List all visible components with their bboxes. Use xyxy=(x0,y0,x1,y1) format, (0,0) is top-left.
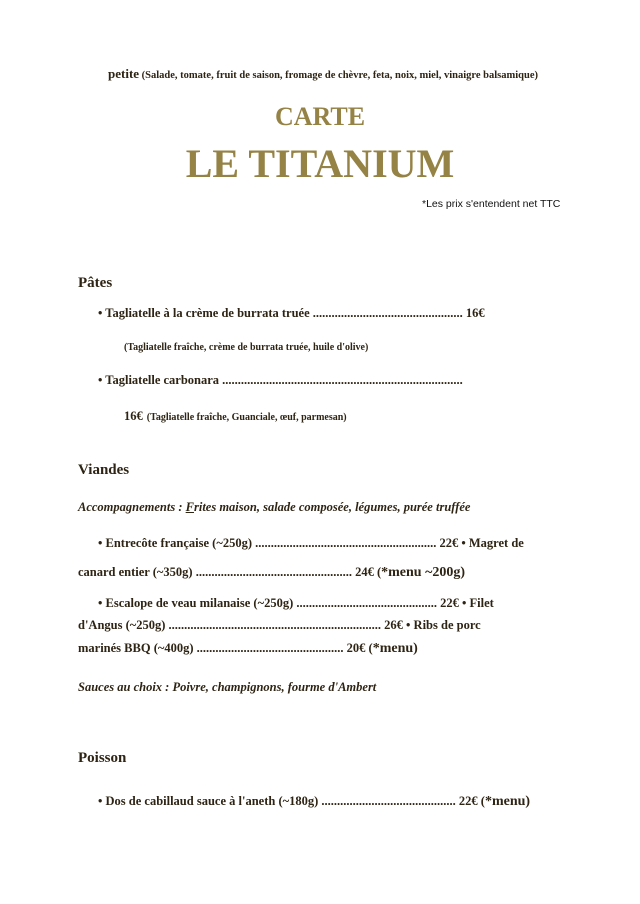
price-note: *Les prix s'entendent net TTC xyxy=(422,198,561,210)
menu-line xyxy=(78,565,465,581)
accompaniments-label: Accompagnements : xyxy=(78,500,186,514)
menu-line-text: canard entier (~350g) .................................................. 24€ ( xyxy=(78,565,382,579)
menu-tag: *menu ~200g) xyxy=(381,565,466,580)
menu-item: • Tagliatelle carbonara ............................................................................. xyxy=(98,373,463,387)
menu-item: • Tagliatelle à la crème de burrata truée ................................................ 16€ xyxy=(98,306,485,320)
menu-line-text: • Dos de cabillaud sauce à l'aneth (~180g) ........................................... 22€ ( xyxy=(98,794,485,808)
page-subtitle: CARTE xyxy=(274,102,366,131)
page-title: LE TITANIUM xyxy=(185,141,455,186)
accompaniments xyxy=(78,500,470,515)
menu-line xyxy=(78,641,418,657)
section-heading-viandes: Viandes xyxy=(78,462,130,478)
menu-item-description: (Tagliatelle fraîche, Guanciale, œuf, parmesan) xyxy=(146,412,347,423)
menu-item-detail xyxy=(124,407,347,425)
intro-word: petite xyxy=(108,66,140,81)
menu-tag: *menu) xyxy=(484,794,531,809)
sauces: Sauces au choix : Poivre, champignons, fourme d'Ambert xyxy=(78,680,377,694)
accompaniments-list: rites maison, salade composée, légumes, purée truffée xyxy=(193,500,471,514)
menu-line-text: marinés BBQ (~400g) ............................................... 20€ ( xyxy=(78,641,373,655)
section-heading-poisson: Poisson xyxy=(78,750,127,766)
accompaniments-first-letter: F xyxy=(185,500,194,514)
menu-line xyxy=(98,794,530,810)
intro-detail: (Salade, tomate, fruit de saison, fromage de chèvre, feta, noix, miel, vinaigre balsamique) xyxy=(141,70,539,81)
menu-item-description: (Tagliatelle fraîche, crème de burrata truée, huile d'olive) xyxy=(124,342,369,353)
menu-line: d'Angus (~250g) .................................................................... 26€ • Ribs de porc xyxy=(78,618,481,632)
intro-line xyxy=(108,66,538,82)
section-heading-pates: Pâtes xyxy=(78,275,113,291)
menu-tag: *menu) xyxy=(372,641,418,656)
menu-line: • Escalope de veau milanaise (~250g) ............................................. 22€ • Filet xyxy=(98,596,494,610)
menu-item-price: 16€ xyxy=(124,409,143,423)
menu-line: • Entrecôte française (~250g) .......................................................... 22€ • Magret de xyxy=(98,536,524,550)
